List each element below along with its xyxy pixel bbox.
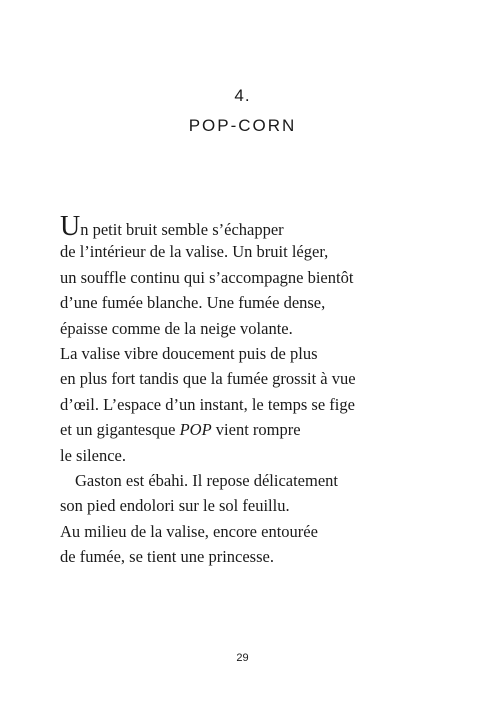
line-text: vient rompre (211, 420, 301, 440)
text-line: un souffle continu qui s’accompagne bientôt (60, 267, 354, 287)
text-line: Au milieu de la valise, encore entourée (60, 521, 318, 541)
text-line: Gaston est ébahi. Il repose délicatement (75, 470, 338, 490)
emphasis-text: POP (179, 420, 212, 440)
text-line: épaisse comme de la neige volante. (60, 318, 293, 338)
chapter-title: POP-CORN (188, 116, 297, 135)
drop-cap: U (60, 211, 81, 242)
chapter-number: 4. (234, 86, 251, 105)
text-line: La valise vibre doucement puis de plus (60, 343, 318, 363)
text-line: d’une fumée blanche. Une fumée dense, (60, 293, 326, 313)
text-line: de fumée, se tient une princesse. (60, 547, 274, 567)
page-number: 29 (236, 652, 249, 664)
text-line: son pied endolori sur le sol feuillu. (60, 496, 290, 516)
text-line: d’œil. L’espace d’un instant, le temps se fige (60, 394, 355, 414)
text-line (60, 211, 430, 242)
paragraph-1 (60, 211, 430, 468)
text-line (60, 417, 430, 442)
line-text: n petit bruit semble s’échapper (80, 220, 284, 239)
body-text (60, 211, 430, 569)
text-line: de l’intérieur de la valise. Un bruit léger, (60, 242, 329, 262)
text-line: en plus fort tandis que la fumée grossit à vue (60, 369, 356, 389)
line-text: et un gigantesque (60, 420, 180, 440)
paragraph-2 (60, 468, 430, 570)
text-line: le silence. (60, 445, 126, 465)
